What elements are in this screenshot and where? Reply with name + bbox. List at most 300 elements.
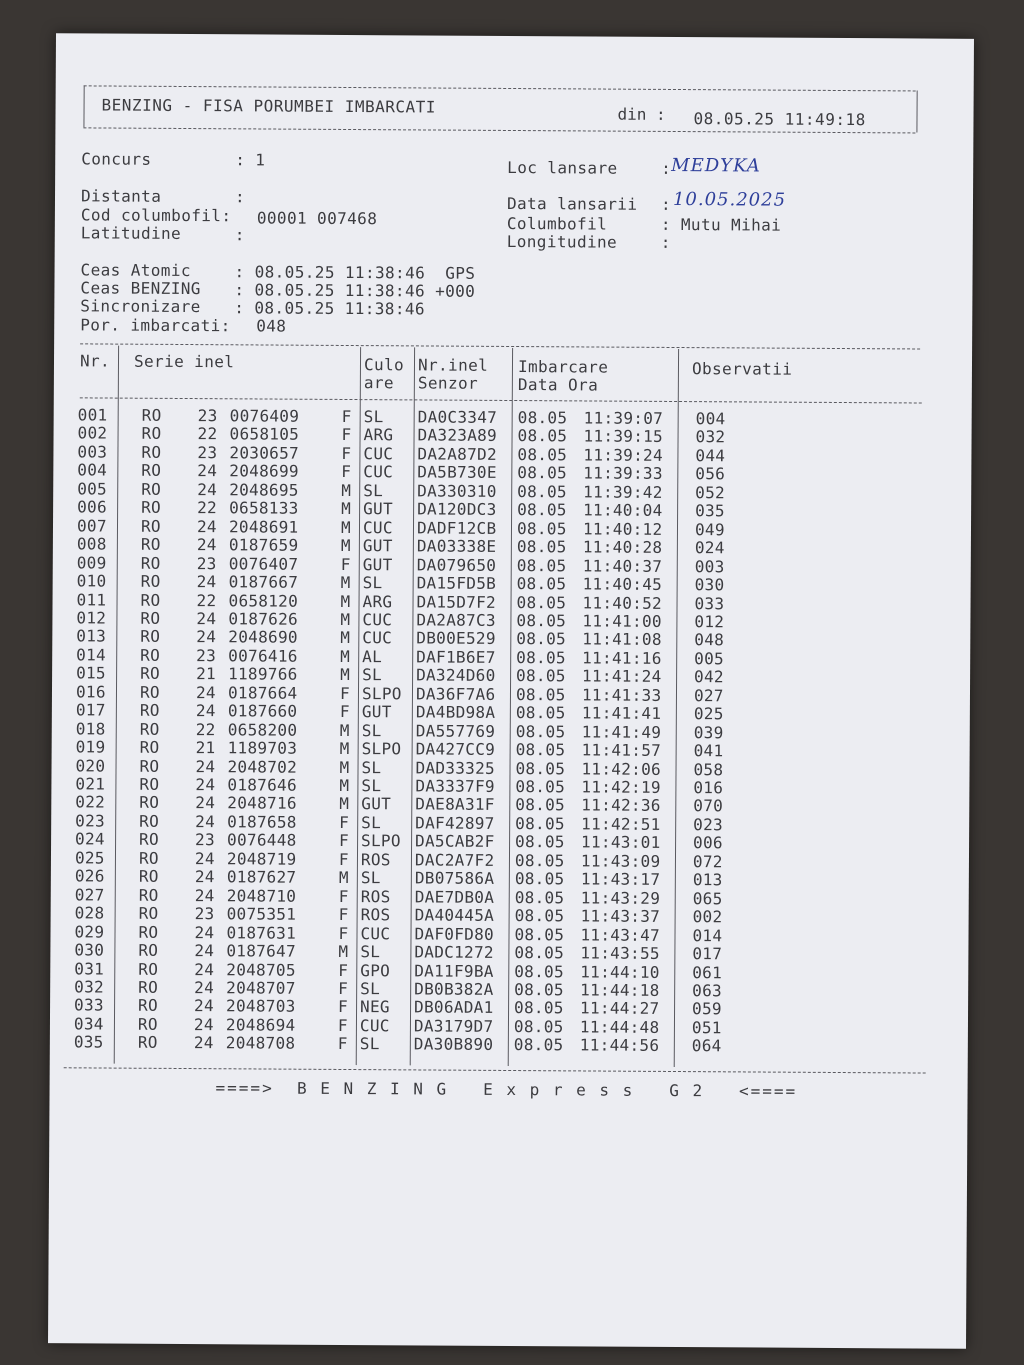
cell-ring-number: 2048690 [228, 627, 298, 648]
col-header-imbarcare-1: Imbarcare [517, 357, 609, 377]
cell-country-code: RO [139, 737, 160, 757]
cell-boarding-date: 08.05 [516, 537, 567, 557]
cell-boarding-date: 08.05 [514, 979, 564, 1000]
cell-sex: F [338, 960, 349, 980]
cell-ring-year: 24 [196, 609, 217, 629]
cell-ring-number: 2048699 [229, 461, 299, 482]
cell-ring-number: 2048710 [226, 885, 297, 906]
cell-row-number: 020 [75, 755, 106, 776]
cell-country-code: RO [141, 424, 162, 444]
distanta-label: Distanta [80, 186, 162, 206]
col-separator-observatii [674, 349, 679, 1067]
concurs-value: : 1 [235, 150, 266, 170]
cell-row-number: 028 [74, 903, 105, 923]
cell-sensor-id: DA557769 [415, 721, 496, 741]
cell-color: SLPO [361, 683, 402, 704]
cell-row-number: 017 [75, 700, 106, 720]
cell-observatii: 005 [694, 648, 725, 669]
cell-ring-year: 24 [195, 775, 216, 795]
cell-sensor-id: DAF42897 [415, 813, 495, 833]
cell-color: SL [363, 480, 384, 501]
cell-boarding-date: 08.05 [515, 740, 566, 760]
table-header-rule [80, 397, 922, 403]
cell-observatii: 052 [695, 482, 726, 503]
cell-color: CUC [359, 1015, 390, 1036]
cell-ring-number: 0658133 [229, 498, 299, 518]
cell-boarding-time: 11:40:52 [582, 592, 663, 613]
cell-ring-year: 24 [195, 811, 216, 832]
cell-boarding-date: 08.05 [515, 832, 565, 852]
latitudine-label: Latitudine [80, 223, 182, 243]
cell-observatii: 048 [694, 630, 725, 650]
cell-boarding-date: 08.05 [517, 408, 568, 428]
cell-sensor-id: DADF12CB [416, 518, 497, 538]
cell-boarding-time: 11:43:29 [580, 888, 661, 908]
cell-sex: F [339, 831, 350, 851]
cell-country-code: RO [138, 959, 159, 979]
cell-boarding-time: 11:41:08 [582, 629, 662, 650]
col-separator-nr [114, 346, 119, 1064]
cell-row-number: 010 [76, 571, 107, 591]
cell-boarding-date: 08.05 [516, 555, 567, 575]
cell-color: CUC [362, 517, 393, 537]
cell-boarding-date: 08.05 [517, 481, 567, 502]
cell-boarding-date: 08.05 [514, 906, 565, 926]
cell-color: CUC [363, 462, 394, 482]
cell-ring-year: 24 [193, 1033, 214, 1053]
cell-ring-number: 0076407 [228, 553, 299, 574]
cell-sensor-id: DAD33325 [415, 757, 496, 778]
cell-sex: F [339, 683, 350, 703]
footer-banner: ====> B E N Z I N G E x p r e s s G 2 <==== [215, 1078, 798, 1101]
cell-color: SLPO [361, 831, 401, 851]
cell-observatii: 006 [693, 833, 723, 853]
cell-row-number: 001 [77, 405, 108, 425]
cell-sex: M [340, 665, 351, 685]
cell-row-number: 034 [73, 1014, 104, 1034]
cell-ring-year: 22 [197, 498, 218, 518]
cell-ring-year: 24 [197, 479, 218, 499]
cell-row-number: 032 [74, 977, 105, 997]
cell-row-number: 016 [75, 682, 106, 702]
cell-boarding-date: 08.05 [514, 924, 565, 944]
cell-ring-number: 2048695 [229, 480, 299, 500]
cell-sex: M [339, 739, 350, 759]
cell-observatii: 027 [693, 685, 724, 706]
cell-boarding-date: 08.05 [514, 943, 565, 963]
cell-country-code: RO [138, 922, 159, 942]
col-header-nr-inel-2: Senzor [417, 373, 479, 393]
cell-sex: F [338, 923, 349, 943]
cell-sex: F [341, 425, 352, 445]
cell-ring-year: 24 [195, 793, 216, 813]
cell-observatii: 044 [695, 446, 726, 466]
cell-boarding-time: 11:42:36 [581, 795, 661, 816]
cell-sensor-id: DA5CAB2F [415, 831, 495, 852]
cell-ring-number: 0187658 [227, 812, 297, 832]
cell-boarding-time: 11:40:37 [582, 556, 663, 576]
cell-ring-number: 2048702 [227, 756, 298, 777]
cell-sensor-id: DB06ADA1 [414, 997, 494, 1018]
cell-row-number: 007 [76, 516, 107, 536]
cell-sex: M [338, 868, 349, 888]
cell-sensor-id: DAC2A7F2 [414, 850, 495, 870]
cell-boarding-time: 11:41:00 [582, 611, 662, 631]
cell-sex: F [339, 812, 350, 832]
cell-boarding-date: 08.05 [514, 869, 565, 889]
cell-ring-year: 24 [194, 867, 215, 887]
cell-observatii: 041 [693, 741, 724, 761]
cell-boarding-date: 08.05 [514, 850, 565, 871]
cell-ring-number: 2048691 [228, 516, 299, 537]
cell-color: GUT [362, 536, 393, 556]
cell-ring-year: 21 [196, 664, 217, 684]
cell-boarding-date: 08.05 [516, 610, 567, 631]
table-top-rule [80, 343, 920, 349]
cell-color: SL [363, 407, 384, 427]
cell-sex: F [340, 554, 351, 574]
cell-boarding-date: 08.05 [516, 574, 567, 594]
cell-observatii: 004 [695, 409, 726, 429]
cell-sex: M [340, 573, 351, 593]
cell-ring-number: 0658200 [227, 719, 298, 740]
col-header-serie-inel: Serie inel [133, 351, 235, 372]
cell-row-number: 012 [76, 608, 107, 628]
cell-boarding-date: 08.05 [516, 629, 567, 649]
cell-observatii: 024 [694, 538, 725, 558]
cell-sensor-id: DA330310 [417, 481, 497, 501]
columbofil-value: : Mutu Mihai [660, 214, 782, 235]
cell-sensor-id: DA03338E [416, 536, 497, 557]
cell-boarding-time: 11:42:06 [581, 758, 662, 779]
cell-observatii: 056 [695, 464, 726, 484]
cell-boarding-time: 11:43:37 [580, 906, 661, 927]
cell-boarding-time: 11:41:33 [581, 685, 662, 705]
cell-ring-year: 24 [194, 941, 215, 961]
cell-country-code: RO [140, 627, 161, 647]
cell-boarding-date: 08.05 [517, 500, 567, 520]
cell-boarding-time: 11:40:28 [582, 537, 663, 558]
longitudine-value: : [660, 232, 671, 252]
cell-sensor-id: DA15FD5B [416, 573, 497, 593]
cell-color: GUT [362, 554, 393, 574]
cell-observatii: 059 [692, 999, 722, 1019]
cell-country-code: RO [140, 553, 161, 573]
cell-row-number: 035 [73, 1032, 104, 1052]
cell-row-number: 002 [77, 423, 108, 443]
data-lansarii-colon: : [660, 194, 672, 214]
cell-color: GPO [360, 960, 391, 980]
cell-color: SL [361, 720, 382, 740]
cell-ring-number: 0187667 [228, 572, 299, 592]
cell-sensor-id: DAE7DB0A [414, 887, 495, 907]
cell-boarding-date: 08.05 [514, 887, 565, 908]
cell-boarding-date: 08.05 [514, 998, 564, 1018]
cell-ring-number: 2048705 [226, 959, 296, 980]
cell-country-code: RO [140, 571, 161, 591]
cell-sex: M [340, 646, 351, 666]
cell-ring-number: 2048719 [226, 849, 297, 869]
cell-row-number: 009 [76, 552, 107, 573]
cell-observatii: 030 [694, 575, 725, 595]
cell-boarding-time: 11:41:57 [581, 740, 662, 761]
cell-boarding-time: 11:39:07 [583, 408, 664, 428]
cell-ring-year: 24 [194, 978, 215, 998]
cell-observatii: 002 [692, 907, 723, 927]
cell-ring-number: 0187659 [228, 535, 299, 555]
cell-color: SL [360, 942, 381, 962]
cell-boarding-time: 11:44:27 [580, 998, 660, 1019]
cell-sex: F [337, 1015, 348, 1035]
cell-row-number: 025 [74, 848, 105, 868]
cell-observatii: 023 [693, 815, 724, 835]
cell-observatii: 042 [694, 667, 724, 687]
cell-ring-year: 24 [194, 959, 215, 979]
cell-ring-number: 0658105 [229, 424, 300, 445]
cell-ring-number: 2048707 [226, 978, 296, 998]
cell-ring-year: 24 [196, 627, 217, 647]
cell-ring-number: 2048694 [225, 1015, 296, 1035]
cell-country-code: RO [138, 848, 159, 868]
cell-sex: M [341, 480, 352, 500]
cell-boarding-date: 08.05 [515, 777, 566, 797]
cell-ring-year: 24 [194, 996, 215, 1016]
cell-boarding-time: 11:42:51 [581, 814, 661, 834]
cell-row-number: 014 [76, 645, 107, 665]
report-title: BENZING - FISA PORUMBEI IMBARCATI [101, 95, 437, 117]
cell-sex: M [340, 591, 351, 611]
cell-boarding-time: 11:41:41 [581, 703, 662, 724]
cell-sensor-id: DA324D60 [416, 665, 496, 686]
cell-color: SL [362, 665, 383, 685]
cell-sex: M [340, 609, 351, 629]
cell-country-code: RO [140, 590, 161, 610]
cell-color: SLPO [361, 739, 402, 759]
cell-row-number: 005 [77, 479, 108, 499]
cell-row-number: 006 [77, 497, 107, 517]
cell-observatii: 033 [694, 593, 725, 613]
sincronizare-value: : 08.05.25 11:38:46 [234, 298, 426, 319]
cell-sensor-id: DA36F7A6 [415, 684, 496, 704]
cell-ring-year: 24 [194, 885, 215, 905]
cell-row-number: 019 [75, 737, 106, 757]
cell-observatii: 058 [693, 759, 724, 779]
cell-sensor-id: DA11F9BA [414, 960, 494, 981]
cell-country-code: RO [137, 1014, 158, 1034]
cell-boarding-time: 11:43:09 [580, 851, 661, 871]
cell-ring-number: 2048716 [227, 793, 297, 814]
cell-ring-number: 2048703 [226, 996, 296, 1017]
cell-color: CUC [362, 628, 393, 648]
cell-ring-number: 1189766 [228, 664, 298, 684]
cell-color: AL [362, 646, 383, 667]
cell-sensor-id: DAE8A31F [415, 794, 495, 815]
cell-row-number: 018 [75, 718, 106, 739]
cell-country-code: RO [139, 756, 160, 776]
cell-ring-year: 23 [195, 830, 216, 850]
cell-country-code: RO [141, 405, 162, 425]
cell-sensor-id: DAF1B6E7 [416, 647, 496, 667]
loc-lansare-label: Loc lansare [507, 157, 618, 178]
cell-color: SL [362, 573, 383, 593]
ceas-benzing-label: Ceas BENZING [80, 278, 201, 299]
cell-boarding-time: 11:44:10 [580, 961, 660, 982]
cell-sex: M [339, 775, 350, 796]
cell-sensor-id: DA0C3347 [417, 407, 498, 427]
cell-row-number: 026 [74, 866, 105, 886]
cell-country-code: RO [138, 885, 159, 905]
cell-boarding-date: 08.05 [515, 813, 565, 834]
cell-color: ROS [360, 849, 391, 870]
cell-observatii: 063 [692, 981, 723, 1001]
report-date: 08.05.25 11:49:18 [693, 109, 866, 130]
cell-ring-number: 1189703 [227, 738, 298, 758]
cell-ring-year: 22 [195, 719, 216, 739]
cell-observatii: 003 [694, 556, 725, 576]
cell-color: SL [361, 776, 382, 796]
cell-boarding-time: 11:40:04 [583, 500, 663, 521]
cell-sex: M [340, 536, 351, 556]
cell-boarding-date: 08.05 [515, 795, 566, 815]
cell-country-code: RO [140, 664, 161, 684]
cell-observatii: 032 [695, 427, 726, 447]
cell-color: SL [361, 757, 382, 777]
ceas-atomic-label: Ceas Atomic [80, 260, 191, 281]
col-header-imbarcare-2: Data Ora [517, 375, 599, 395]
cell-boarding-date: 08.05 [515, 721, 566, 741]
cell-observatii: 064 [691, 1036, 722, 1056]
cell-country-code: RO [138, 940, 159, 960]
cell-ring-number: 0076416 [228, 646, 298, 666]
cell-ring-year: 24 [196, 535, 217, 555]
cell-sensor-id: DA5B730E [417, 462, 497, 483]
concurs-label: Concurs [81, 149, 152, 169]
cell-sensor-id: DA120DC3 [417, 499, 497, 520]
cell-observatii: 014 [692, 925, 723, 945]
cell-sensor-id: DB0B382A [414, 979, 494, 999]
cell-country-code: RO [139, 719, 160, 739]
cell-observatii: 039 [693, 722, 724, 742]
cell-boarding-date: 08.05 [513, 1035, 564, 1055]
cell-sensor-id: DA2A87C3 [416, 610, 496, 630]
cell-boarding-time: 11:44:18 [580, 980, 660, 1000]
longitudine-label: Longitudine [506, 231, 618, 252]
cell-boarding-time: 11:40:12 [582, 519, 663, 539]
cell-country-code: RO [137, 1033, 158, 1053]
cell-boarding-time: 11:39:24 [583, 445, 663, 465]
cell-color: SL [361, 812, 382, 833]
cell-sex: M [339, 720, 350, 740]
cell-ring-number: 0187647 [226, 941, 296, 961]
cell-observatii: 051 [691, 1017, 722, 1038]
cell-boarding-date: 08.05 [517, 463, 568, 483]
cell-sex: M [338, 941, 349, 962]
cell-row-number: 021 [75, 774, 106, 794]
cell-sensor-id: DB00E529 [416, 628, 496, 649]
columbofil-label: Columbofil [506, 213, 608, 234]
cell-observatii: 013 [692, 870, 723, 890]
cell-country-code: RO [141, 442, 162, 462]
cell-ring-year: 24 [194, 848, 215, 868]
cell-country-code: RO [138, 866, 159, 887]
cell-ring-year: 24 [195, 682, 216, 702]
cell-row-number: 004 [77, 460, 108, 480]
cell-color: CUC [360, 923, 391, 943]
cell-ring-number: 0187646 [227, 775, 298, 795]
cell-sex: F [341, 462, 352, 482]
cell-boarding-time: 11:42:19 [581, 777, 661, 797]
latitudine-value: : [234, 225, 245, 245]
cell-ring-year: 24 [195, 756, 216, 776]
cell-ring-year: 23 [197, 442, 218, 463]
cell-boarding-date: 08.05 [513, 1016, 564, 1037]
cell-ring-number: 0187626 [228, 609, 299, 629]
cell-color: CUC [363, 443, 394, 464]
cell-ring-number: 0187631 [226, 922, 297, 943]
cell-sex: M [340, 517, 351, 537]
cell-row-number: 027 [74, 885, 105, 905]
cell-ring-number: 0187660 [227, 701, 298, 721]
cell-boarding-date: 08.05 [514, 961, 565, 981]
cell-sex: F [338, 849, 349, 869]
cell-country-code: RO [139, 793, 160, 813]
cell-ring-number: 0658120 [228, 590, 299, 611]
sincronizare-label: Sincronizare [80, 296, 201, 317]
cell-row-number: 023 [75, 811, 106, 831]
cell-boarding-time: 11:44:56 [579, 1035, 660, 1056]
cell-sex: F [338, 997, 349, 1017]
cell-color: ARG [363, 425, 394, 445]
cell-row-number: 015 [76, 663, 106, 683]
cell-sex: F [338, 886, 349, 906]
col-header-culoare-2: are [363, 373, 395, 393]
cell-color: ROS [360, 886, 391, 906]
cell-observatii: 012 [694, 612, 725, 632]
col-header-culoare-1: Culo [363, 355, 405, 375]
cell-boarding-date: 08.05 [515, 684, 566, 705]
cell-sex: F [338, 978, 349, 998]
cell-observatii: 072 [692, 851, 723, 872]
cell-ring-year: 21 [195, 738, 216, 758]
cell-boarding-time: 11:43:17 [580, 869, 661, 890]
cell-row-number: 003 [77, 442, 108, 462]
cell-row-number: 011 [76, 589, 107, 610]
cell-color: GUT [363, 499, 393, 519]
cell-country-code: RO [139, 774, 160, 794]
cell-sex: M [339, 794, 350, 814]
cell-boarding-time: 11:41:49 [581, 722, 662, 742]
cell-row-number: 008 [76, 534, 107, 554]
cell-sensor-id: DA2A87D2 [417, 444, 497, 464]
cell-boarding-time: 11:39:42 [583, 482, 663, 502]
cell-sensor-id: DA40445A [414, 905, 495, 926]
cell-boarding-time: 11:39:15 [583, 426, 664, 447]
ceas-benzing-value: : 08.05.25 11:38:46 +000 [234, 280, 476, 301]
cell-row-number: 022 [75, 792, 106, 812]
cell-row-number: 030 [74, 940, 105, 960]
cell-ring-year: 24 [197, 461, 218, 481]
col-header-observatii: Observatii [691, 359, 793, 379]
col-separator-imbarcare [508, 348, 513, 1066]
cell-sensor-id: DADC1272 [414, 942, 494, 962]
cell-color: ARG [362, 591, 393, 611]
cell-country-code: RO [139, 830, 160, 850]
cell-sensor-id: DB07586A [414, 868, 495, 889]
cell-ring-number: 0075351 [226, 904, 297, 924]
cell-boarding-date: 08.05 [516, 666, 566, 686]
cell-boarding-time: 11:43:55 [580, 943, 660, 963]
cell-boarding-date: 08.05 [516, 647, 566, 668]
